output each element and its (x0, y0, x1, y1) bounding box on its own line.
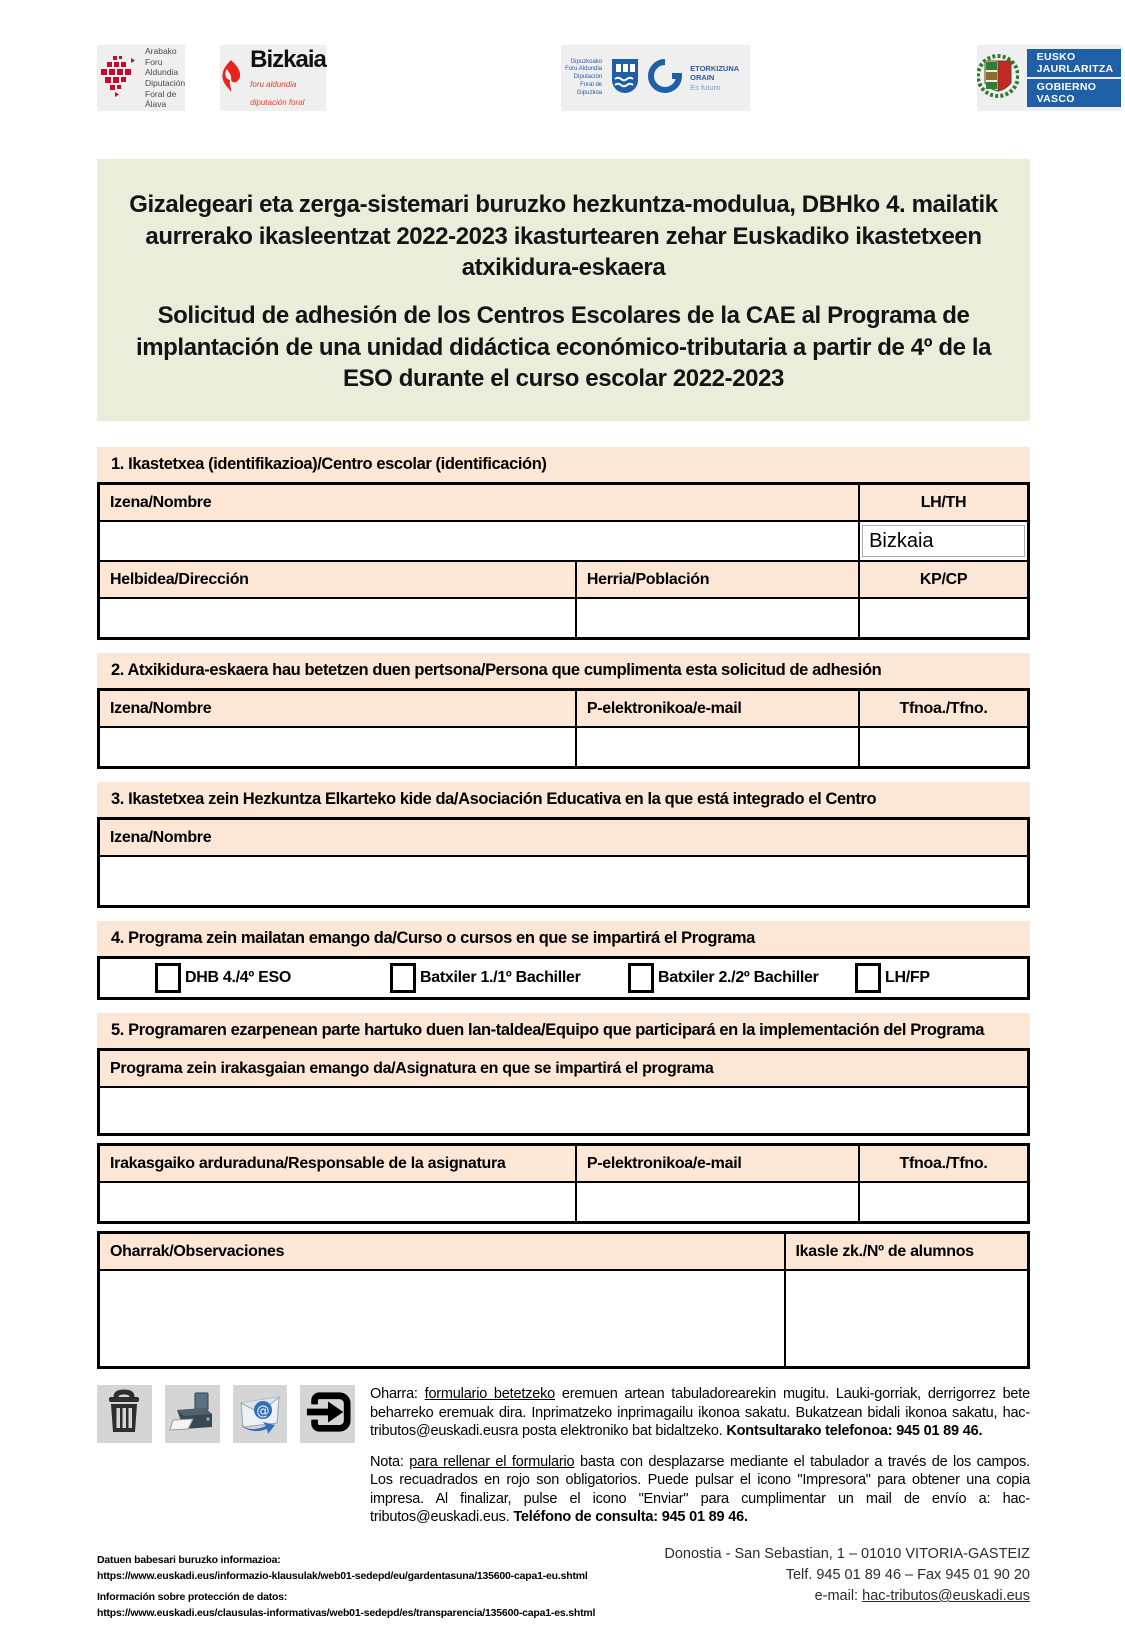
email-icon (236, 1390, 284, 1439)
dbh4-checkbox[interactable] (155, 963, 181, 993)
person-email-input[interactable] (575, 728, 858, 766)
school-name-input[interactable] (100, 522, 858, 560)
gipuzkoa-shield-icon (610, 57, 640, 100)
option-dbh4[interactable] (155, 963, 390, 993)
section5-remarks-table (97, 1231, 1030, 1369)
notes (355, 1385, 1030, 1539)
araba-emblem-icon (97, 54, 137, 103)
title-block (97, 159, 1030, 421)
gipuzkoa-logo (561, 45, 750, 111)
print-button[interactable] (165, 1385, 220, 1443)
person-name-label: Izena/Nombre (100, 691, 575, 726)
remarks-input[interactable] (100, 1271, 784, 1366)
association-name-input[interactable] (100, 857, 1027, 905)
responsible-email-input[interactable] (575, 1183, 858, 1221)
section5-responsible-table (97, 1143, 1030, 1224)
delete-button[interactable] (97, 1385, 152, 1443)
batxiler2-checkbox[interactable] (628, 963, 654, 993)
zip-input[interactable] (858, 599, 1027, 637)
remarks-label: Oharrak/Observaciones (100, 1234, 784, 1269)
option-batxiler2[interactable] (628, 963, 855, 993)
eusko-emblem-icon (977, 53, 1019, 104)
araba-logo (97, 45, 185, 111)
town-input[interactable] (575, 599, 858, 637)
form-title-eu: Gizalegeari eta zerga-sistemari buruzko hezkuntza-modulua, DBHko 4. mailatik aurrerako ikasleentzat 2022-2023 ikasturtearen zehar Euskadiko ikastetxeen atxikidura-eskaera (129, 191, 998, 282)
school-name-label: Izena/Nombre (100, 485, 858, 520)
araba-logo-text: Arabako Foru Aldundia Diputación Foral de Álava (145, 46, 186, 110)
note-es: Nota: para rellenar el formulario basta con desplazarse mediante el tabulador a través de los campos. Los recuadrados en rojo son obligatorios. Puede pulsar el icono "Impresora" para obtener una copia impresa. Al finalizar, pulse el icono "Enviar" para cumplimentar un mail de envío a: hac-tributos@euskadi.eus. Teléfono de consulta: 945 01 89 46. (370, 1453, 1030, 1526)
responsible-phone-label: Tfnoa./Tfno. (858, 1146, 1027, 1181)
section5-heading: 5. Programaren ezarpenean parte hartuko duen lan-taldea/Equipo que participará en la implementación del Programa (97, 1013, 1030, 1048)
batxiler1-checkbox[interactable] (390, 963, 416, 993)
bizkaia-logo (220, 45, 326, 111)
course-options-row (97, 956, 1030, 1000)
section2-table (97, 688, 1030, 769)
responsible-label: Irakasgaiko arduraduna/Responsable de la asignatura (100, 1146, 575, 1181)
gipuzkoa-logo-text: Gipuzkoako Foru Aldundia Diputación Foral de Gipuzkoa (565, 58, 603, 96)
subject-label: Programa zein irakasgaian emango da/Asignatura en que se impartirá el programa (100, 1051, 1027, 1086)
territory-label: LH/TH (858, 485, 1027, 520)
responsible-phone-input[interactable] (858, 1183, 1027, 1221)
person-name-input[interactable] (100, 728, 575, 766)
form-title-es: Solicitud de adhesión de los Centros Escolares de la CAE al Programa de implantación de una unidad didáctica económico-tributaria a partir de 4º de la ESO durante el curso escolar 2022-2023 (135, 302, 992, 393)
gipuzkoa-g-icon (648, 59, 682, 98)
students-label: Ikasle zk./Nº de alumnos (784, 1234, 1028, 1269)
bizkaia-leaf-icon (220, 59, 242, 98)
association-name-label: Izena/Nombre (100, 820, 1027, 855)
section5-subject-table (97, 1048, 1030, 1136)
person-phone-input[interactable] (858, 728, 1027, 766)
privacy-label-es: Información sobre protección de datos: (97, 1591, 288, 1604)
town-label: Herria/Población (575, 562, 858, 597)
printer-icon (169, 1389, 215, 1440)
territory-select-value[interactable]: Bizkaia (862, 525, 1025, 557)
section3-heading: 3. Ikastetxea zein Hezkuntza Elkarteko kide da/Asociación Educativa en la que está integrado el Centro (97, 782, 1030, 817)
subject-input[interactable] (100, 1088, 1027, 1133)
bizkaia-logo-sub: foru aldundia diputación foral (250, 80, 305, 107)
dbh4-label: DHB 4./4º ESO (185, 969, 291, 987)
trash-icon (103, 1389, 145, 1440)
contact-email-link[interactable]: hac-tributos@euskadi.eus (862, 1587, 1030, 1604)
territory-select[interactable] (858, 522, 1027, 560)
lhfp-label: LH/FP (885, 969, 930, 987)
responsible-email-label: P-elektronikoa/e-mail (575, 1146, 858, 1181)
eusko-jaurlaritza-logo (977, 45, 1122, 111)
contact-phone-fax: Telf. 945 01 89 46 – Fax 945 01 90 20 (785, 1566, 1030, 1583)
contact-block (664, 1544, 1030, 1607)
svg-text:@: @ (256, 1403, 270, 1419)
send-arrow-icon (305, 1389, 351, 1440)
responsible-input[interactable] (100, 1183, 575, 1221)
students-input[interactable] (784, 1271, 1028, 1366)
form-toolbar (97, 1385, 355, 1539)
section1-heading: 1. Ikastetxea (identifikazioa)/Centro escolar (identificación) (97, 447, 1030, 482)
logo-row (97, 45, 1114, 111)
option-batxiler1[interactable] (390, 963, 628, 993)
privacy-label-eu: Datuen babesari buruzko informazioa: (97, 1553, 281, 1566)
section2-heading: 2. Atxikidura-eskaera hau betetzen duen pertsona/Persona que cumplimenta esta solicitud de adhesión (97, 653, 1030, 688)
lhfp-checkbox[interactable] (855, 963, 881, 993)
section4-heading: 4. Programa zein mailatan emango da/Curso o cursos en que se impartirá el Programa (97, 921, 1030, 956)
privacy-link-eu[interactable]: https://www.euskadi.eus/informazio-klausulak/web01-sedepd/eu/gardentasuna/135600-capa1-eu.shtml (97, 1569, 588, 1582)
section3-table (97, 817, 1030, 908)
address-input[interactable] (100, 599, 575, 637)
bizkaia-logo-text: Bizkaia (250, 46, 326, 73)
address-label: Helbidea/Dirección (100, 562, 575, 597)
batxiler2-label: Batxiler 2./2º Bachiller (658, 969, 819, 987)
eusko-logo-text: EUSKO JAURLARITZA GOBIERNO VASCO (1027, 49, 1122, 107)
contact-email-line: e-mail: hac-tributos@euskadi.eus (814, 1587, 1030, 1604)
batxiler1-label: Batxiler 1./1º Bachiller (420, 969, 581, 987)
send-button[interactable] (300, 1385, 355, 1443)
option-lhfp[interactable] (855, 963, 930, 993)
privacy-link-es[interactable]: https://www.euskadi.eus/clausulas-informativas/web01-sedepd/es/transparencia/135600-capa1-es.shtml (97, 1607, 596, 1620)
zip-label: KP/CP (858, 562, 1027, 597)
email-button[interactable] (233, 1385, 288, 1443)
note-eu: Oharra: formulario betetzeko eremuen artean tabuladorearekin mugitu. Lauki-gorriak, derrigorrez bete beharreko eremuak dira. Inprimatzeko inprimagailu ikonoa sakatu. Bukatzean bidali ikonoa sakatu, hac-tributos@euskadi.eusra posta elektroniko bat bidaltzeko. Kontsultarako telefonoa: 945 01 89 46. (370, 1386, 1030, 1440)
person-email-label: P-elektronikoa/e-mail (575, 691, 858, 726)
contact-address: Donostia - San Sebastian, 1 – 01010 VITORIA-GASTEIZ (664, 1545, 1030, 1562)
gipuzkoa-tagline: ETORKIZUNA ORAIN Es futuro (690, 63, 739, 92)
person-phone-label: Tfnoa./Tfno. (858, 691, 1027, 726)
section1-table (97, 482, 1030, 640)
